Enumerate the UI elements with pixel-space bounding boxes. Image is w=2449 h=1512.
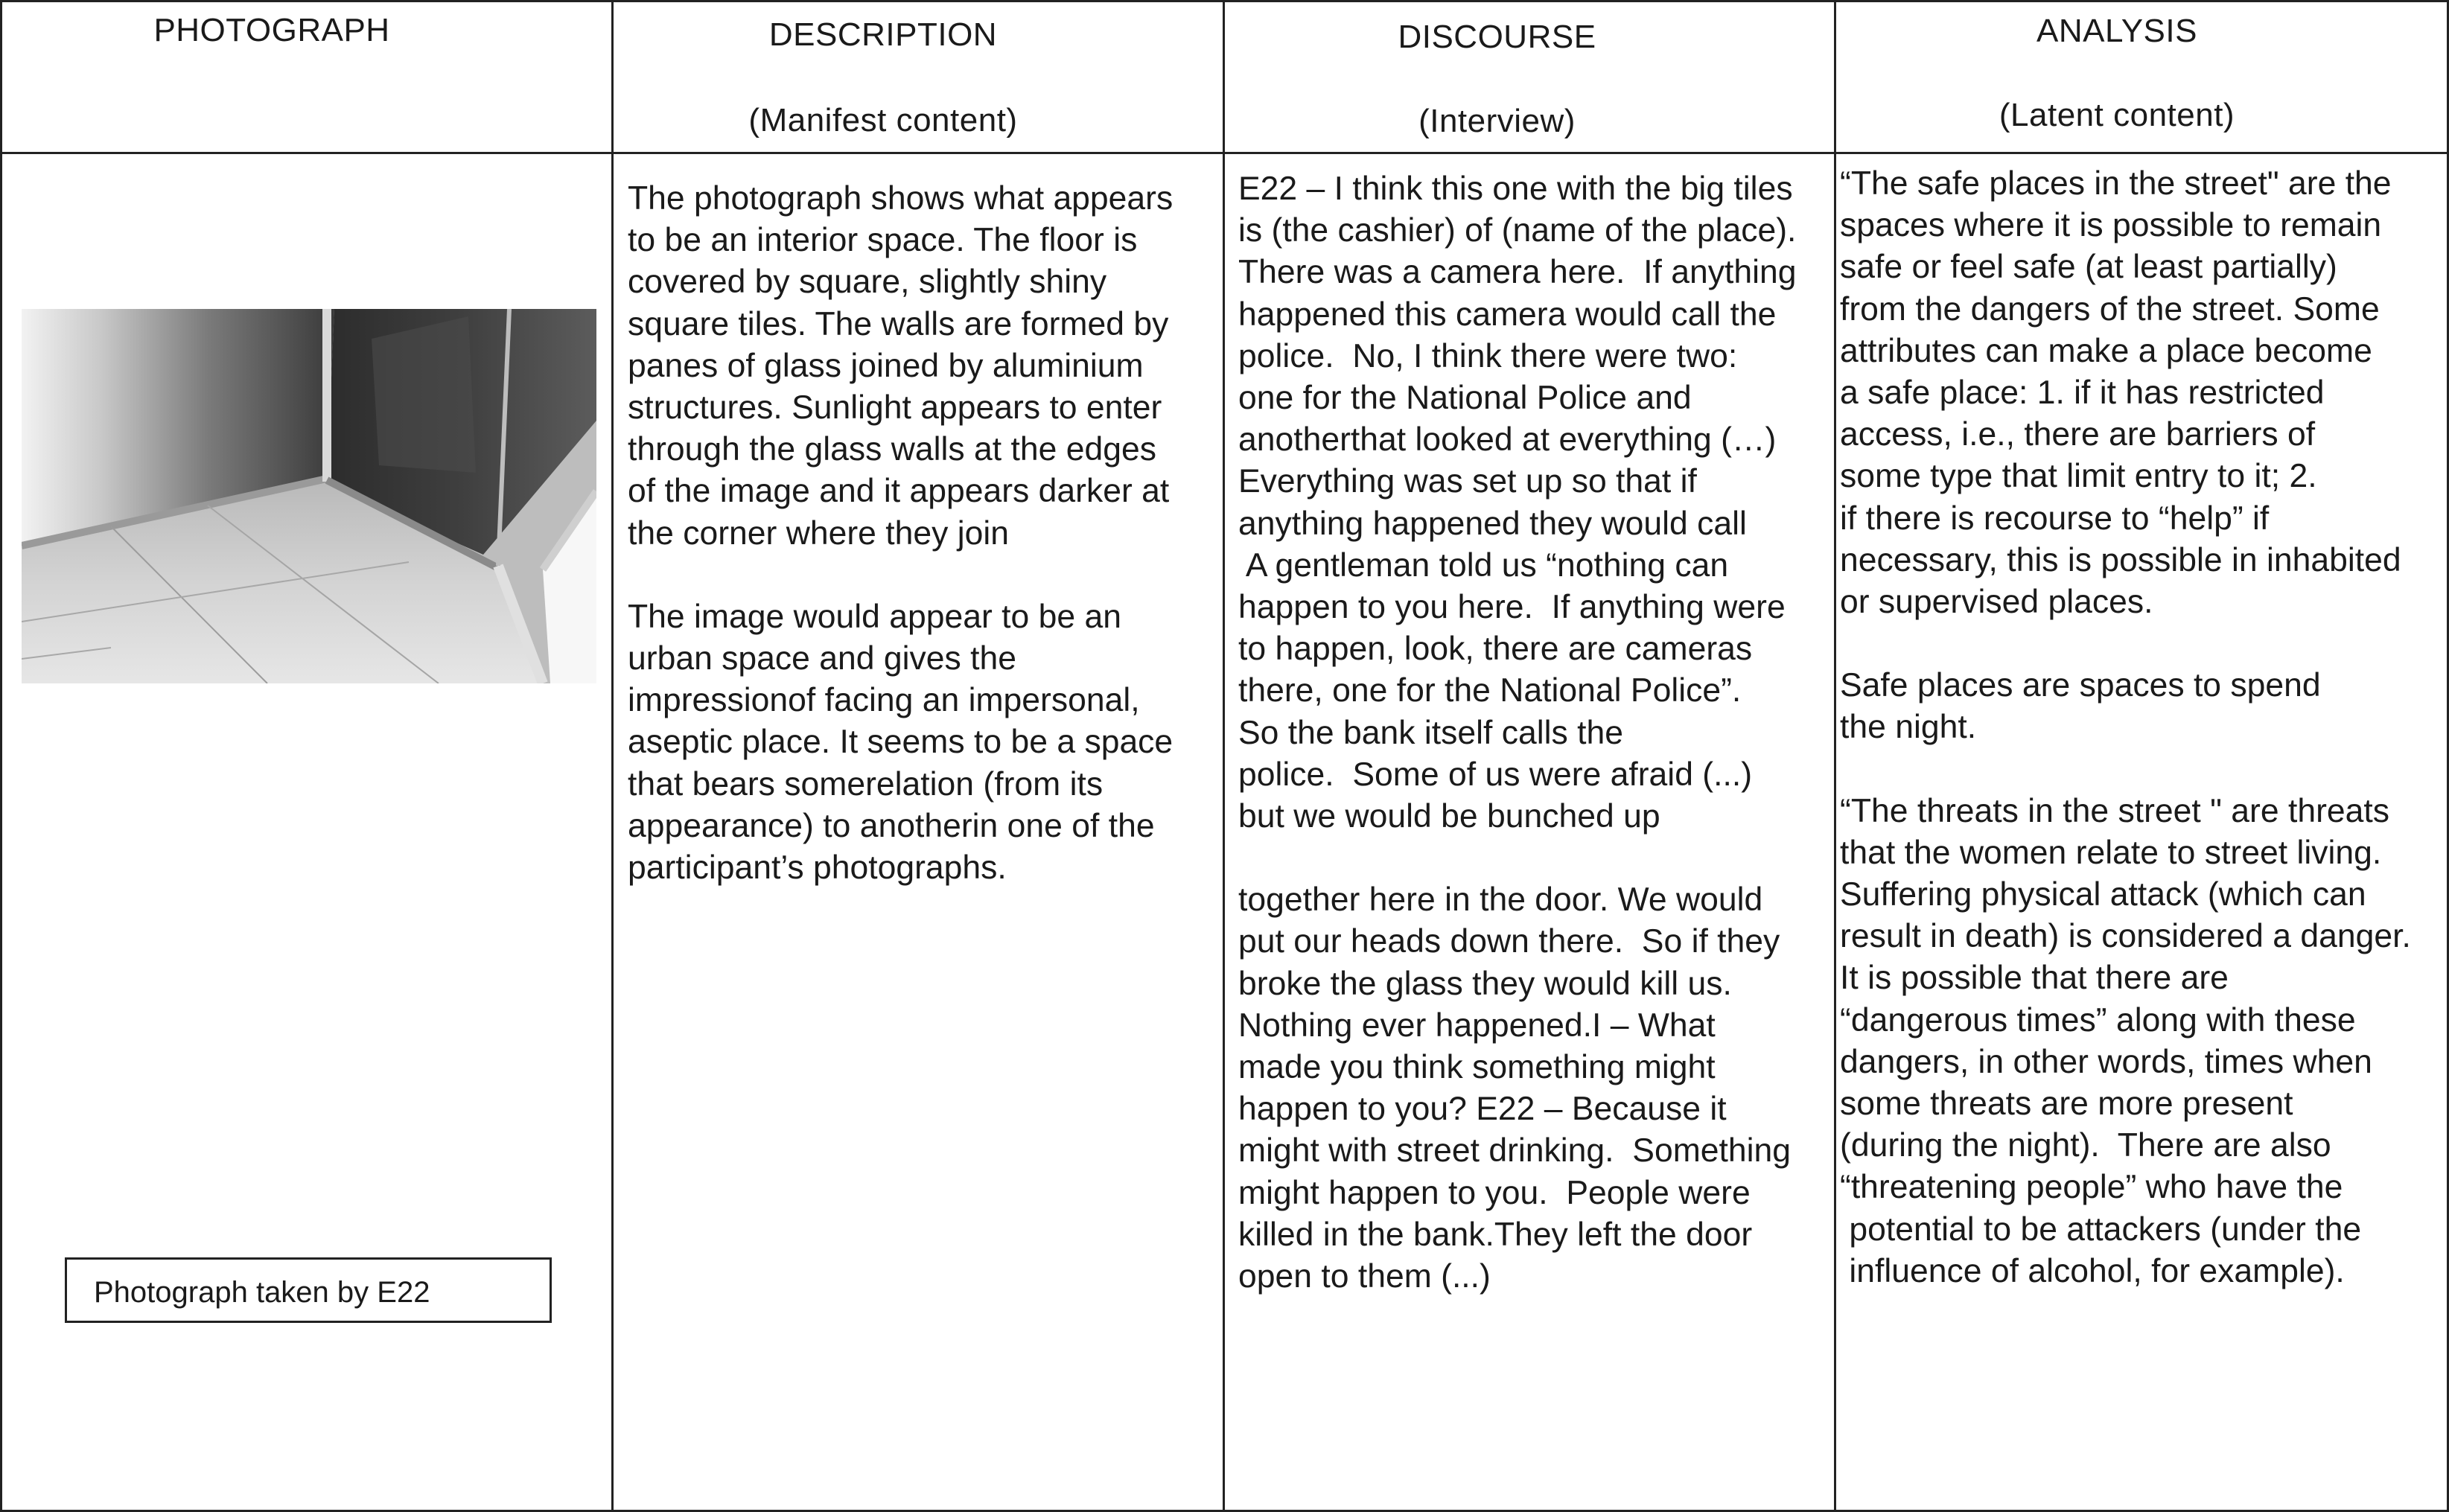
analysis-line: a safe place: 1. if it has restricted [1840,374,2325,412]
analysis-line: influence of alcohol, for example). [1840,1252,2345,1289]
discourse-line: anything happened they would call [1238,505,1747,542]
discourse-line: police. Some of us were afraid (...) [1238,756,1753,793]
analysis-line: some threats are more present [1840,1085,2293,1123]
discourse-paragraph [1238,168,1827,838]
discourse-line: police. No, I think there were two: [1238,337,1738,374]
discourse-line: together here in the door. We would [1238,881,1763,919]
description-line: that bears somerelation (from its [628,765,1104,803]
discourse-line: happened this camera would call the [1238,296,1777,333]
table-left-border [0,0,2,1512]
discourse-line: anotherthat looked at everything (…) [1238,421,1777,459]
discourse-line: killed in the bank.They left the door [1238,1216,1753,1253]
analysis-line: safe or feel safe (at least partially) [1840,249,2337,286]
table-top-border [0,0,2449,2]
description-line: aseptic place. It seems to be a space [628,724,1173,761]
discourse-line: happen to you? E22 – Because it [1238,1091,1727,1128]
description-cell [628,178,1216,889]
analysis-line: access, i.e., there are barriers of [1840,416,2316,453]
discourse-line: to happen, look, there are cameras [1238,631,1753,668]
header-analysis-subtitle: (Latent content) [1999,97,2235,133]
interior-photograph [22,309,596,683]
discourse-paragraph [1238,879,1827,1298]
column-divider-2 [1223,0,1225,1512]
analysis-line: necessary, this is possible in inhabited [1840,541,2401,578]
header-analysis: ANALYSIS [2036,13,2197,49]
photo-caption-box [65,1257,552,1323]
column-divider-1 [611,0,614,1512]
analysis-line: Safe places are spaces to spend [1840,667,2321,704]
discourse-line: Nothing ever happened.I – What [1238,1007,1716,1044]
analysis-line: from the dangers of the street. Some [1840,290,2380,328]
discourse-line: Everything was set up so that if [1238,463,1697,500]
description-line: structures. Sunlight appears to enter [628,389,1162,427]
analysis-line: “threatening people” who have the [1840,1169,2343,1206]
analysis-line: some type that limit entry to it; 2. [1840,458,2317,495]
description-line: to be an interior space. The floor is [628,222,1138,259]
analysis-paragraph [1840,163,2445,623]
header-description: DESCRIPTION [768,16,998,53]
discourse-line: there, one for the National Police”. [1238,672,1742,709]
analysis-paragraph [1840,791,2445,1292]
discourse-line: might with street drinking. Something [1238,1132,1792,1170]
analysis-line: if there is recourse to “help” if [1840,500,2270,537]
discourse-line: open to them (...) [1238,1258,1491,1295]
discourse-line: happen to you here. If anything were [1238,589,1786,626]
description-line: the corner where they join [628,514,1010,552]
description-line: covered by square, slightly shiny [628,264,1107,301]
discourse-line: E22 – I think this one with the big tiles [1238,170,1793,207]
description-line: impressionof facing an impersonal, [628,682,1140,719]
analysis-line: “dangerous times” along with these [1840,1001,2356,1039]
description-paragraph [628,178,1216,555]
description-line: panes of glass joined by aluminium [628,347,1144,384]
description-paragraph [628,596,1216,889]
discourse-line: made you think something might [1238,1049,1716,1086]
description-line: participant’s photographs. [628,849,1007,887]
analysis-line: Suffering physical attack (which can [1840,876,2366,913]
header-divider [0,152,2449,154]
analysis-line: that the women relate to street living. [1840,834,2382,871]
photo-caption: Photograph taken by E22 [94,1276,430,1309]
analysis-line: potential to be attackers (under the [1840,1210,2362,1248]
description-line: through the glass walls at the edges [628,431,1156,468]
analysis-cell [1840,163,2445,1292]
analysis-line: (during the night). There are also [1840,1127,2331,1164]
header-photograph: PHOTOGRAPH [153,12,390,48]
analysis-line: “The threats in the street " are threats [1840,792,2390,829]
discourse-line: might happen to you. People were [1238,1174,1751,1211]
analysis-line: or supervised places. [1840,584,2153,621]
discourse-line: is (the cashier) of (name of the place). [1238,212,1797,249]
header-description-subtitle: (Manifest content) [748,102,1018,138]
analysis-line: attributes can make a place become [1840,332,2372,369]
analysis-line: the night. [1840,709,1977,746]
discourse-line: broke the glass they would kill us. [1238,965,1732,1002]
description-line: The photograph shows what appears [628,180,1173,217]
analysis-line: spaces where it is possible to remain [1840,207,2382,244]
column-divider-3 [1834,0,1836,1512]
header-discourse: DISCOURSE [1398,19,1596,55]
analysis-line: dangers, in other words, times when [1840,1043,2372,1080]
description-line: square tiles. The walls are formed by [628,305,1169,342]
discourse-line: one for the National Police and [1238,380,1692,417]
description-line: The image would appear to be an [628,598,1122,635]
analysis-line: It is possible that there are [1840,960,2229,997]
header-discourse-subtitle: (Interview) [1418,103,1576,139]
description-line: appearance) to anotherin one of the [628,807,1155,844]
analysis-line: “The safe places in the street" are the [1840,165,2392,202]
discourse-line: but we would be bunched up [1238,798,1660,835]
analysis-paragraph [1840,665,2445,748]
discourse-line: So the bank itself calls the [1238,714,1623,751]
discourse-cell [1238,168,1827,1298]
analysis-line: result in death) is considered a danger. [1840,918,2411,955]
description-line: urban space and gives the [628,640,1017,677]
description-line: of the image and it appears darker at [628,473,1170,510]
discourse-line: There was a camera here. If anything [1238,254,1797,291]
discourse-line: put our heads down there. So if they [1238,923,1780,960]
discourse-line: A gentleman told us “nothing can [1238,546,1729,584]
